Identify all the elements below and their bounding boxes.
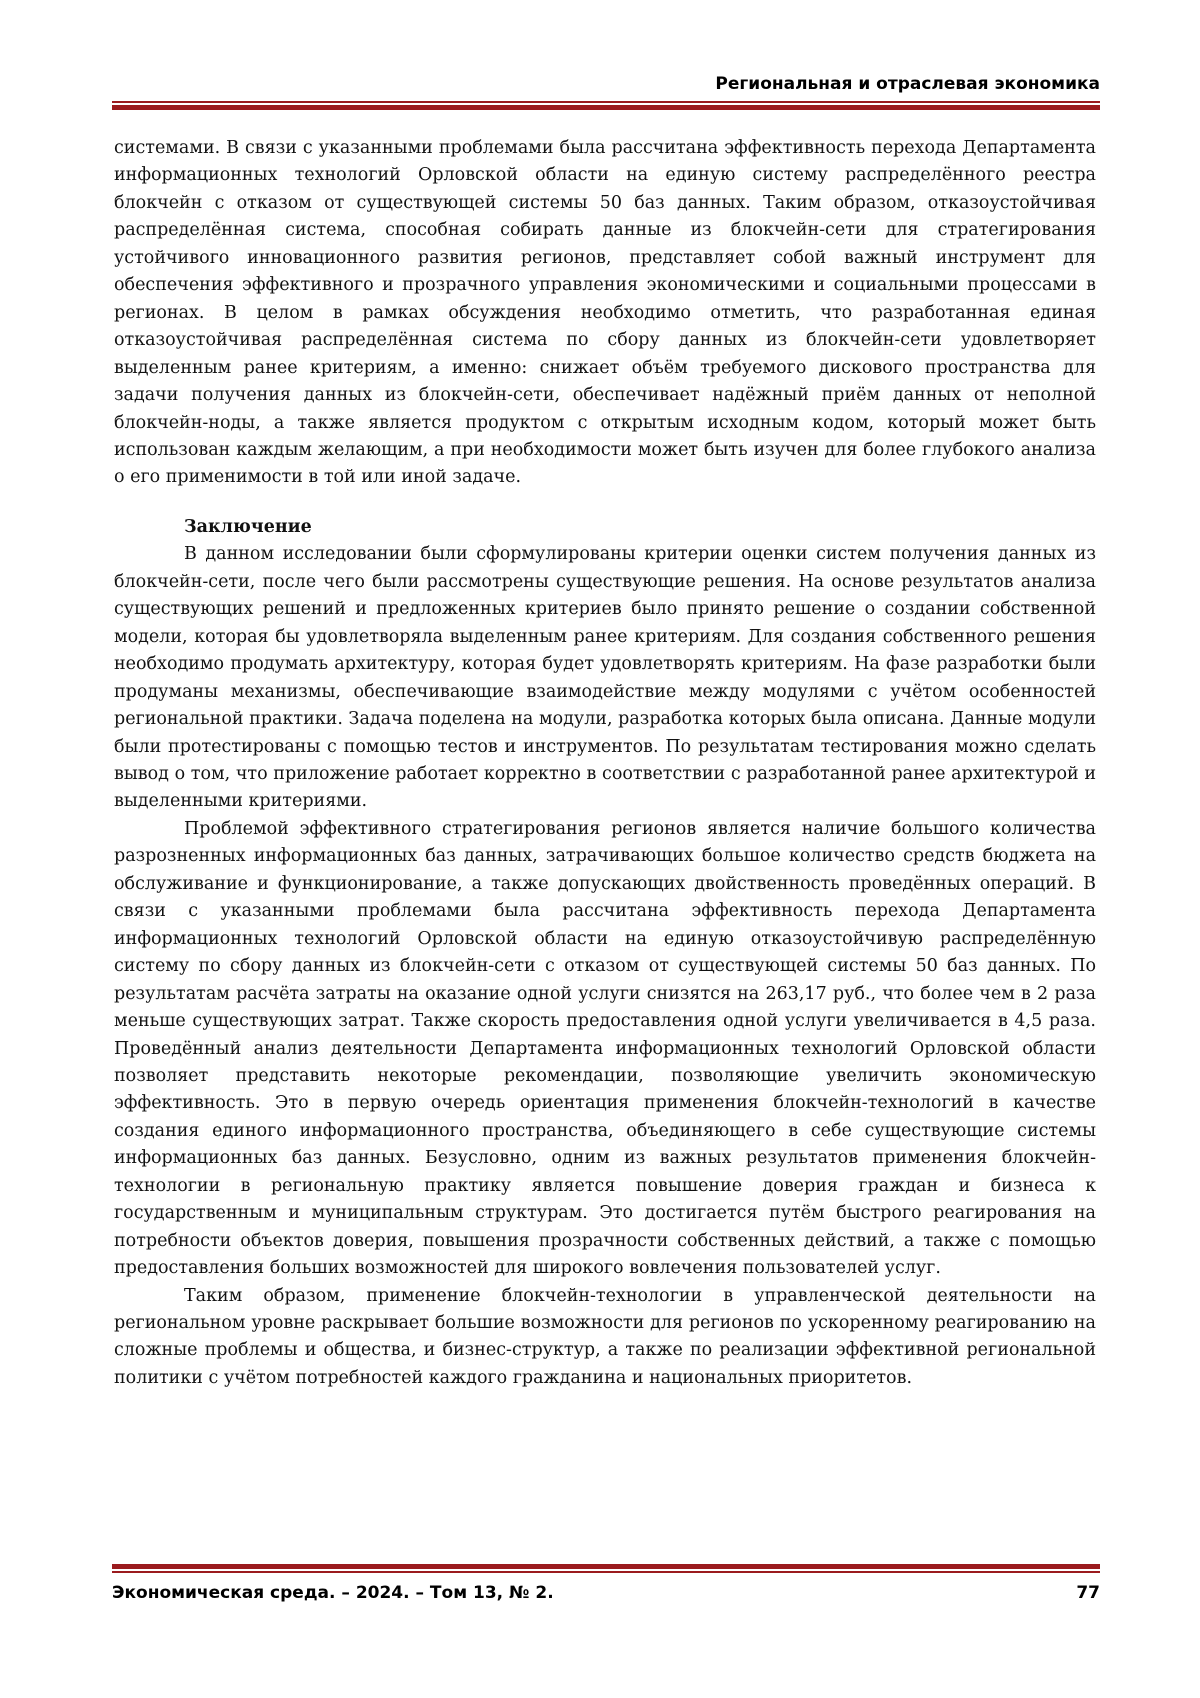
article-body [114,135,1096,1392]
conclusion-paragraph-3: Таким образом, применение блокчейн-технологии в управленческой деятельности на региональном уровне раскрывает большие возможности для регионов по ускоренному реагированию на сложные проблемы и общества, и бизнес-структур, а также по реализации эффективной региональной политики с учётом потребностей каждого гражданина и национальных приоритетов. [114,1283,1096,1393]
journal-citation: Экономическая среда. – 2024. – Том 13, № 2. [112,1583,554,1603]
footer-rule-thick [112,1564,1100,1569]
section-title: Региональная и отраслевая экономика [715,74,1100,94]
page-number: 77 [1076,1583,1100,1603]
paragraph-continued: системами. В связи с указанными проблемами была рассчитана эффективность перехода Департамента информационных технологий Орловской области на единую систему распределённого реестра блокчейн с отказом от существующей системы 50 баз данных. Таким образом, отказоустойчивая распределённая система, способная собирать данные из блокчейн-сети для стратегирования устойчивого инновационного развития регионов, представляет собой важный инструмент для обеспечения эффективного и прозрачного управления экономическими и социальными процессами в регионах. В целом в рамках обсуждения необходимо отметить, что разработанная единая отказоустойчивая распределённая система по сбору данных из блокчейн-сети удовлетворяет выделенным ранее критериям, а именно: снижает объём требуемого дискового пространства для задачи получения данных из блокчейн-сети, обеспечивает надёжный приём данных от неполной блокчейн-ноды, а также является продуктом с открытым исходным кодом, который может быть использован каждым желающим, а при необходимости может быть изучен для более глубокого анализа о его применимости в той или иной задаче. [114,135,1096,492]
conclusion-heading: Заключение [184,514,1096,541]
header-rule-thick [112,105,1100,110]
footer-rule-thin [112,1571,1100,1573]
conclusion-paragraph-2: Проблемой эффективного стратегирования регионов является наличие большого количества разрозненных информационных баз данных, затрачивающих большое количество средств бюджета на обслуживание и функционирование, а также допускающих двойственность проведённых операций. В связи с указанными проблемами была рассчитана эффективность перехода Департамента информационных технологий Орловской области на единую отказоустойчивую распределённую систему по сбору данных из блокчейн-сети с отказом от существующей системы 50 баз данных. По результатам расчёта затраты на оказание одной услуги снизятся на 263,17 руб., что более чем в 2 раза меньше существующих затрат. Также скорость предоставления одной услуги увеличивается в 4,5 раза. Проведённый анализ деятельности Департамента информационных технологий Орловской области позволяет представить некоторые рекомендации, позволяющие увеличить экономическую эффективность. Это в первую очередь ориентация применения блокчейн-технологий в качестве создания единого информационного пространства, объединяющего в себе существующие системы информационных баз данных. Безусловно, одним из важных результатов применения блокчейн-технологии в региональную практику является повышение доверия граждан и бизнеса к государственным и муниципальным структурам. Это достигается путём быстрого реагирования на потребности объектов доверия, повышения прозрачности собственных действий, а также с помощью предоставления больших возможностей для широкого вовлечения пользователей услуг. [114,816,1096,1283]
header-rule-thin [112,101,1100,103]
conclusion-paragraph-1: В данном исследовании были сформулированы критерии оценки систем получения данных из блокчейн-сети, после чего были рассмотрены существующие решения. На основе результатов анализа существующих решений и предложенных критериев было принято решение о создании собственной модели, которая бы удовлетворяла выделенным ранее критериям. Для создания собственного решения необходимо продумать архитектуру, которая будет удовлетворять критериям. На фазе разработки были продуманы механизмы, обеспечивающие взаимодействие между модулями с учётом особенностей региональной практики. Задача поделена на модули, разработка которых была описана. Данные модули были протестированы с помощью тестов и инструментов. По результатам тестирования можно сделать вывод о том, что приложение работает корректно в соответствии с разработанной ранее архитектурой и выделенными критериями. [114,541,1096,816]
